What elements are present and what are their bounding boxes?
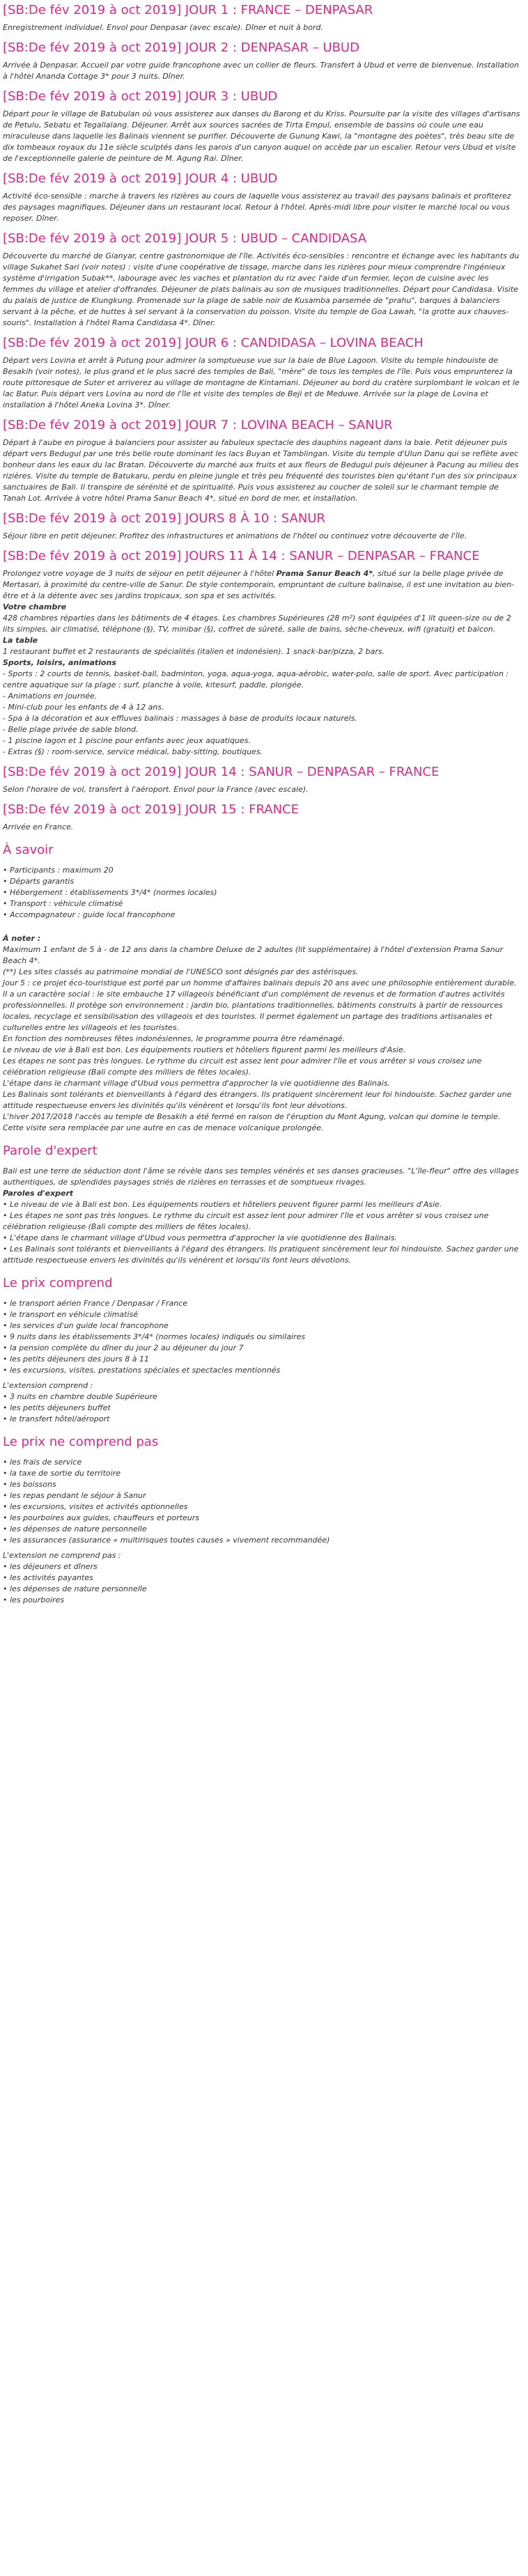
included-item: • les petits déjeuners des jours 8 à 11	[3, 1354, 522, 1365]
included-extension-heading: L'extension comprend :	[3, 1381, 93, 1390]
note-line: (**) Les sites classés au patrimoine mondial de l'UNESCO sont désignés par des astérisques.	[3, 967, 359, 976]
expert-item: • Le niveau de vie à Bali est bon. Les équipements routiers et hôteliers peuvent figurer parmi les meilleurs d'Asie.	[3, 1199, 522, 1210]
day-title: [SB:De fév 2019 à oct 2019] JOUR 6 : CANDIDASA – LOVINA BEACH	[3, 336, 424, 350]
sports-line: - Extras (§) : room-service, service médical, baby-sitting, boutiques.	[3, 747, 263, 756]
itinerary	[3, 3, 522, 542]
section-title-expert: Parole d'expert	[3, 1143, 98, 1158]
expert-item: • L'étape dans le charmant village d'Ubud vous permettra d'approcher la vie quotidienne des Balinais.	[3, 1233, 522, 1244]
day-title: [SB:De fév 2019 à oct 2019] JOUR 3 : UBUD	[3, 89, 278, 104]
day-text: Activité éco-sensible : marche à travers les rizières au cours de laquelle vous assisterez au travail des paysans balinais et profiterez des paysages magnifiques. Déjeuner dans un restaurant local. Retour à l'hôtel. Après-midi libre pour visiter le marché local ou vous reposer. Dîner.	[3, 192, 511, 223]
expert-item: • Les Balinais sont tolérants et bienveillants à l'égard des étrangers. Ils pratiquent sincèrement leur foi hindouiste. Sachez garder une attitude respectueuse envers les divinités qu'ils vénèrent et lorsqu'ils font leurs dévotions.	[3, 1244, 522, 1266]
day-block-14	[3, 765, 522, 795]
hotel-name: Prama Sanur Beach 4*	[276, 569, 373, 578]
section-title-included: Le prix comprend	[3, 1276, 113, 1290]
day-text: Séjour libre en petit déjeuner. Profitez des infrastructures et animations de l'hôtel ou continuez votre découverte de l'île.	[3, 531, 467, 540]
sports-line: - Animations en journée.	[3, 692, 98, 701]
savoir-list	[3, 865, 522, 921]
day-block-11	[3, 549, 522, 758]
room-text: 428 chambres réparties dans les bâtiments de 4 étages. Les chambres Supérieures (28 m²) sont équipées d'1 lit queen-size ou de 2 lits simples, air climatisé, téléphone (§), TV, minibar (§), coffret de sûreté, salle de bains, sèche-cheveux, wifi (gratuit) et balcon.	[3, 614, 511, 634]
expert-heading: Paroles d'expert	[3, 1189, 74, 1198]
day-title: [SB:De fév 2019 à oct 2019] JOUR 2 : DENPASAR – UBUD	[3, 40, 359, 55]
excluded-item: • les assurances (assurance « multirisques toutes causes » vivement recommandée)	[3, 1535, 522, 1546]
sports-list	[3, 669, 522, 758]
day-text: Départ pour le village de Batubulan où vous assisterez aux danses du Barong et du Kriss. Poursuite par la visite des villages d'artisans de Petulu, Sebatu et Tegallalang. Déjeuner. Arrêt aux sources sacrées de Tirta Empul, ensemble de bassins où coule une eau miraculeuse dans laquelle les Balinais viennent se purifier. Découverte de Gunung Kawi, la "montagne des poètes", très beau site de dix tombeaux royaux du 11e siècle sculptés dans les parois d'un canyon auquel on accède par un escalier. Retour vers Ubud et visite de l'exceptionnelle galerie de peinture de M. Agung Rai. Dîner.	[3, 109, 520, 163]
expert-item: • Les étapes ne sont pas très longues. Le rythme du circuit est assez lent pour admirer l'île et vous arrêter si vous croisez une célébration religieuse (Bali compte des milliers de fêtes locales).	[3, 1210, 522, 1233]
day-title: [SB:De fév 2019 à oct 2019] JOUR 5 : UBUD – CANDIDASA	[3, 231, 367, 246]
included-item: • le transport aérien France / Denpasar / France	[3, 1298, 522, 1309]
day-title: [SB:De fév 2019 à oct 2019] JOUR 15 : FRANCE	[3, 802, 299, 817]
day-block-15	[3, 802, 522, 833]
sports-line: - 1 piscine lagon et 1 piscine pour enfants avec jeux aquatiques.	[3, 736, 251, 745]
excluded-list	[3, 1457, 522, 1546]
excluded-extension-heading: L'extension ne comprend pas :	[3, 1551, 121, 1560]
intro-text: Prolongez votre voyage de 3 nuits de séjour en petit déjeuner à l'hôtel	[3, 569, 277, 578]
included-list	[3, 1298, 522, 1376]
sports-line: - Sports : 2 courts de tennis, basket-ball, badminton, yoga, aqua-yoga, aqua-aérobic, water-polo, salle de sport. Avec participation : centre aquatique sur la plage : surf, planche à voile, kitesurf, paddle, plongée.	[3, 669, 509, 689]
sports-heading: Sports, loisirs, animations	[3, 658, 116, 667]
day-block	[3, 418, 522, 504]
expert-intro: Bali est une terre de séduction dont l'âme se révèle dans ses temples vénérés et ses danses gracieuses. "L'île-fleur" offre des villages authentiques, de splendides paysages striés de rizières en terrasses et de somptueux rivages.	[3, 1166, 519, 1187]
included-item: • les excursions, visites, prestations spéciales et spectacles mentionnés	[3, 1365, 522, 1376]
day-text: Arrivée à Denpasar. Accueil par votre guide francophone avec un collier de fleurs. Transfert à Ubud et verre de bienvenue. Installation à l'hôtel Ananda Cottage 3* pour 3 nuits. Dîner.	[3, 61, 520, 81]
day-text: Découverte du marché de Gianyar, centre gastronomique de l'île. Activités éco-sensibles : rencontre et échange avec les habitants du village Sukahet Sari (voir notes) : visite d'une coopérative de tissage, marche dans les rizières pour mieux comprendre l'ingénieux système d'irrigation Subak**, labourage avec les vaches et plantation du riz avec l'aide d'un fermier, leçon de cuisine avec les femmes du village et atelier d'offrandes. Déjeuner de plats balinais au son de musiques traditionnelles. Départ pour Candidasa. Visite du palais de justice de Klungkung. Promenade sur la plage de sable noir de Kusamba parsemée de "prahu", barques à balanciers servant à la pêche, et de huttes à sel servant à la conservation du poisson. Visite du temple de Goa Lawah, "la grotte aux chauves-souris". Installation à l'hôtel Rama Candidasa 4*. Dîner.	[3, 251, 520, 327]
excluded-item: • les repas pendant le séjour à Sanur	[3, 1490, 522, 1501]
day-block	[3, 40, 522, 82]
included-extension-item: • les petits déjeuners buffet	[3, 1403, 522, 1414]
excluded-extension-list	[3, 1561, 522, 1606]
excluded-item: • les excursions, visites et activités optionnelles	[3, 1501, 522, 1513]
table-heading: La table	[3, 636, 38, 645]
excluded-extension-item: • les déjeuners et dîners	[3, 1561, 522, 1572]
excluded-extension-item: • les dépenses de nature personnelle	[3, 1584, 522, 1595]
excluded-item: • les boissons	[3, 1479, 522, 1490]
day-title: [SB:De fév 2019 à oct 2019] JOUR 7 : LOVINA BEACH – SANUR	[3, 418, 393, 432]
day-block	[3, 231, 522, 329]
day-block	[3, 3, 522, 33]
day-title: [SB:De fév 2019 à oct 2019] JOUR 4 : UBUD	[3, 171, 278, 186]
excluded-item: • les dépenses de nature personnelle	[3, 1524, 522, 1535]
sports-line: - Spa à la décoration et aux effluves balinais : massages à base de produits locaux naturels.	[3, 714, 357, 723]
note-line: Les étapes ne sont pas très longues. Le rythme du circuit est assez lent pour admirer l'île et vous arrêter si vous croisez une célébration religieuse (Bali compte des milliers de fêtes locales).	[3, 1056, 482, 1077]
day-title: [SB:De fév 2019 à oct 2019] JOURS 11 À 14 : SANUR – DENPASAR – FRANCE	[3, 549, 480, 563]
day-block	[3, 171, 522, 224]
intro-text-cont: , situé sur la belle plage privée de Mertasari, à proximité du centre-ville de Sanur. De style contemporain, empruntant de culture balinaise, il est une invitation au bien-être et à la détente avec ses jardins tropicaux, son spa et ses activités.	[3, 569, 515, 600]
note-line: Jour 5 : ce projet éco-touristique est porté par un homme d'affaires balinais depuis 20 ans avec une philosophie entièrement durable. Il a un caractère social : le site embauche 17 villageois bénéficiant d'un complément de revenus et de formation d'autres activités professionnelles. Il protège son environnement : jardin bio, plantations traditionnelles, bâtiments construits à partir de ressources locales, recyclage et sensibilisation des villageois et des touristes. Il permet également un partage des traditions artisanales et culturelles entre les villageois et les touristes.	[3, 978, 517, 1032]
day-text: Départ vers Lovina et arrêt à Putung pour admirer la somptueuse vue sur la baie de Blue Lagoon. Visite du temple hindouiste de Besakih (voir notes), le plus grand et le plus sacré des temples de Bali, "mère" de tous les temples de l'île. Puis vous emprunterez la route pittoresque de Suter et arriverez au village de montagne de Kintamani. Déjeuner au bord du cratère surplombant le volcan et le lac Batur. Puis départ vers Lovina au nord de l'île et visite des temples de Beji et de Meduwe. Arrivée sur la plage de Lovina et installation à l'hôtel Aneka Lovina 3*. Dîner.	[3, 356, 520, 409]
day-text: Départ à l'aube en pirogue à balanciers pour assister au fabuleux spectacle des dauphins nageant dans la baie. Petit déjeuner puis départ vers Bedugul par une très belle route dominant les lacs Buyan et Tamblingan. Visite du temple d'Ulun Danu qui se reflète avec bonheur dans les eaux du lac Bratan. Découverte du marché aux fruits et aux fleurs de Bedugul puis déjeuner à Pacung au milieu des rizières. Visite du temple de Batukaru, perdu en pleine jungle et très peu fréquenté des touristes bien qu'étant l'un des six principaux sanctuaires de Bali. Il transpire de sérénité et de spiritualité. Puis vous assisterez au coucher de soleil sur le charmant temple de Tanah Lot. Arrivée à votre hôtel Prama Sanur Beach 4*, situé en bord de mer, et installation.	[3, 438, 519, 503]
included-item: • le transport en véhicule climatisé	[3, 1309, 522, 1320]
section-title-savoir: À savoir	[3, 843, 54, 857]
savoir-item: • Participants : maximum 20	[3, 865, 522, 876]
excluded-item: • les frais de service	[3, 1457, 522, 1468]
included-item: • les services d'un guide local francophone	[3, 1320, 522, 1332]
day-title: [SB:De fév 2019 à oct 2019] JOURS 8 À 10 : SANUR	[3, 511, 325, 526]
savoir-item: • Départs garantis	[3, 876, 522, 887]
table-text: 1 restaurant buffet et 2 restaurants de spécialités (italien et indonésien). 1 snack-bar/pizza, 2 bars.	[3, 647, 385, 656]
excluded-item: • les pourboires aux guides, chauffeurs et porteurs	[3, 1513, 522, 1524]
day-text: Selon l'horaire de vol, transfert à l'aéroport. Envol pour la France (avec escale).	[3, 785, 309, 794]
excluded-item: • la taxe de sortie du territoire	[3, 1468, 522, 1479]
included-extension-list	[3, 1391, 522, 1425]
day-title: [SB:De fév 2019 à oct 2019] JOUR 1 : FRANCE – DENPASAR	[3, 3, 373, 17]
note-line: Les Balinais sont tolérants et bienveillants à l'égard des étrangers. Ils pratiquent sincèrement leur foi hindouiste. Sachez garder une attitude respectueuse envers les divinités qu'ils vénèrent et lorsqu'ils font leur dévotions.	[3, 1090, 512, 1110]
note-line: L'hiver 2017/2018 l'accès au temple de Besakih a été fermé en raison de l'éruption du Mont Agung, volcan qui domine le temple. Cette visite sera remplacée par une autre en cas de menace volcanique prolongée.	[3, 1112, 501, 1132]
included-extension-item: • 3 nuits en chambre double Supérieure	[3, 1391, 522, 1403]
day-block	[3, 336, 522, 411]
included-extension-item: • le transfert hôtel/aéroport	[3, 1414, 522, 1425]
note-line: Maximum 1 enfant de 5 à - de 12 ans dans la chambre Deluxe de 2 adultes (lit supplémentaire) à l'hôtel d'extension Prama Sanur Beach 4*.	[3, 945, 504, 965]
savoir-item: • Accompagnateur : guide local francophone	[3, 910, 522, 921]
extension-intro	[3, 568, 522, 602]
excluded-extension-item: • les activités payantes	[3, 1572, 522, 1584]
included-item: • la pension complète du dîner du jour 2 au déjeuner du jour 7	[3, 1343, 522, 1354]
notes-list	[3, 944, 522, 1134]
savoir-item: • Transport : véhicule climatisé	[3, 898, 522, 910]
included-item: • 9 nuits dans les établissements 3*/4* (normes locales) indiqués ou similaires	[3, 1332, 522, 1343]
day-block	[3, 89, 522, 164]
excluded-extension-item: • les pourboires	[3, 1595, 522, 1606]
savoir-item: • Hébergement : établissements 3*/4* (normes locales)	[3, 887, 522, 898]
note-line: L'étape dans le charmant village d'Ubud vous permettra d'approcher la vie quotidienne des Balinais.	[3, 1079, 391, 1088]
day-text: Enregistrement individuel. Envol pour Denpasar (avec escale). Dîner et nuit à bord.	[3, 23, 323, 32]
room-heading: Votre chambre	[3, 602, 67, 611]
sports-line: - Mini-club pour les enfants de 4 à 12 ans.	[3, 703, 164, 712]
note-line: Le niveau de vie à Bali est bon. Les équipements routiers et hôteliers figurent parmi les meilleurs d'Asie.	[3, 1045, 406, 1054]
expert-list	[3, 1199, 522, 1266]
day-title: [SB:De fév 2019 à oct 2019] JOUR 14 : SANUR – DENPASAR – FRANCE	[3, 765, 440, 779]
day-text: Arrivée en France.	[3, 822, 74, 832]
day-block	[3, 511, 522, 542]
section-title-excluded: Le prix ne comprend pas	[3, 1435, 159, 1449]
note-line: En fonction des nombreuses fêtes indonésiennes, le programme pourra être réaménagé.	[3, 1034, 345, 1043]
notes-heading: À noter :	[3, 934, 41, 943]
sports-line: - Belle plage privée de sable blond.	[3, 725, 139, 734]
